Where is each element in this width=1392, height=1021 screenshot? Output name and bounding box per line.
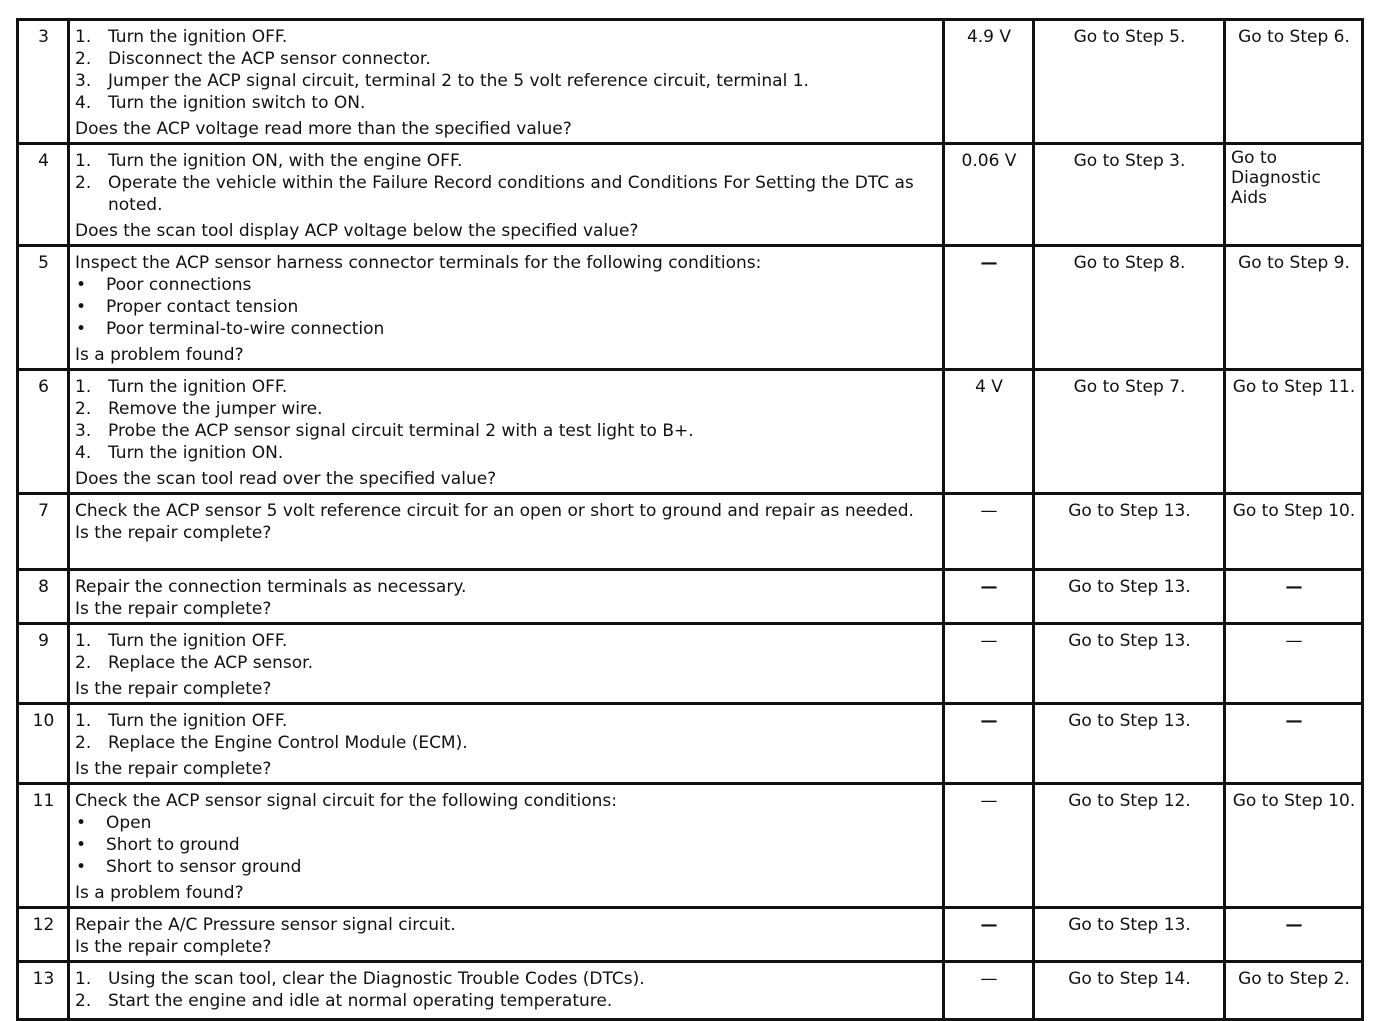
table-row	[18, 704, 1363, 784]
action-cell	[69, 494, 944, 570]
list-item: 4. Turn the ignition ON.	[75, 443, 284, 463]
list-item: • Open	[76, 813, 152, 833]
table-row	[18, 370, 1363, 494]
no-cell: Go to Step 10.	[1225, 494, 1363, 570]
step-number: 8	[18, 570, 69, 624]
no-cell: Go to Step 6.	[1225, 20, 1363, 144]
question-text: Is the repair complete?	[75, 937, 272, 957]
table-row	[18, 624, 1363, 704]
list-item: 3. Probe the ACP sensor signal circuit terminal 2 with a test light to B+.	[75, 421, 694, 441]
yes-cell: Go to Step 5.	[1034, 20, 1225, 144]
list-item: 2. Replace the Engine Control Module (ECM).	[75, 733, 468, 753]
question-text: Does the scan tool display ACP voltage below the specified value?	[75, 221, 639, 241]
yes-cell: Go to Step 7.	[1034, 370, 1225, 494]
step-number: 6	[18, 370, 69, 494]
action-cell	[69, 370, 944, 494]
step-number: 4	[18, 144, 69, 246]
action-cell	[69, 908, 944, 962]
list-item: 2. Start the engine and idle at normal operating temperature.	[75, 991, 613, 1011]
yes-cell: Go to Step 13.	[1034, 494, 1225, 570]
step-number: 11	[18, 784, 69, 908]
action-cell	[69, 624, 944, 704]
condition-list	[75, 812, 938, 878]
table-row	[18, 20, 1363, 144]
yes-cell: Go to Step 13.	[1034, 624, 1225, 704]
list-item: 1. Turn the ignition OFF.	[75, 377, 288, 397]
question-text: Is the repair complete?	[75, 523, 272, 543]
value-cell: —	[944, 962, 1034, 1020]
yes-cell: Go to Step 12.	[1034, 784, 1225, 908]
table-row	[18, 570, 1363, 624]
instruction-text: Repair the A/C Pressure sensor signal circuit.	[75, 915, 456, 935]
action-cell	[69, 704, 944, 784]
list-item: • Poor connections	[76, 275, 252, 295]
yes-cell: Go to Step 3.	[1034, 144, 1225, 246]
action-cell	[69, 784, 944, 908]
question-text: Is a problem found?	[75, 883, 244, 903]
step-number: 7	[18, 494, 69, 570]
list-item: 2. Replace the ACP sensor.	[75, 653, 313, 673]
table-row	[18, 144, 1363, 246]
list-item: • Proper contact tension	[76, 297, 299, 317]
action-steps	[75, 630, 938, 674]
list-item: 3. Jumper the ACP signal circuit, terminal 2 to the 5 volt reference circuit, terminal 1.	[75, 71, 809, 91]
no-cell: —	[1225, 570, 1363, 624]
value-cell: —	[944, 784, 1034, 908]
value-cell: —	[944, 908, 1034, 962]
list-item: 2. Disconnect the ACP sensor connector.	[75, 49, 431, 69]
step-number: 12	[18, 908, 69, 962]
no-cell: —	[1225, 908, 1363, 962]
diagnostic-table	[16, 18, 1364, 1021]
question-text: Is a problem found?	[75, 345, 244, 365]
list-item: • Short to ground	[76, 835, 240, 855]
step-number: 9	[18, 624, 69, 704]
yes-cell: Go to Step 8.	[1034, 246, 1225, 370]
value-cell: —	[944, 624, 1034, 704]
question-text: Does the scan tool read over the specified value?	[75, 469, 497, 489]
value-cell: 4 V	[944, 370, 1034, 494]
action-steps	[75, 710, 938, 754]
instruction-text: Repair the connection terminals as necessary.	[75, 577, 467, 597]
action-cell	[69, 144, 944, 246]
step-number: 3	[18, 20, 69, 144]
table-row	[18, 908, 1363, 962]
no-cell: Go to Diagnostic Aids	[1225, 144, 1363, 246]
value-cell: —	[944, 246, 1034, 370]
no-cell: Go to Step 9.	[1225, 246, 1363, 370]
table-row	[18, 784, 1363, 908]
step-number: 10	[18, 704, 69, 784]
action-steps	[75, 26, 938, 114]
list-item: 1. Turn the ignition ON, with the engine OFF.	[75, 151, 463, 171]
value-cell: 0.06 V	[944, 144, 1034, 246]
action-cell	[69, 962, 944, 1020]
list-item: 1. Turn the ignition OFF.	[75, 631, 288, 651]
list-item: 2. Operate the vehicle within the Failure Record conditions and Conditions For Setting the DTC as noted.	[75, 173, 914, 215]
yes-cell: Go to Step 13.	[1034, 704, 1225, 784]
question-text: Is the repair complete?	[75, 759, 272, 779]
action-cell	[69, 20, 944, 144]
yes-cell: Go to Step 14.	[1034, 962, 1225, 1020]
no-cell: —	[1225, 704, 1363, 784]
instruction-text: Inspect the ACP sensor harness connector terminals for the following conditions:	[75, 253, 762, 273]
list-item: • Poor terminal-to-wire connection	[76, 319, 385, 339]
list-item: 2. Remove the jumper wire.	[75, 399, 323, 419]
list-item: 4. Turn the ignition switch to ON.	[75, 93, 366, 113]
no-cell: Go to Step 2.	[1225, 962, 1363, 1020]
instruction-text: Check the ACP sensor signal circuit for the following conditions:	[75, 791, 617, 811]
value-cell: —	[944, 704, 1034, 784]
question-text: Is the repair complete?	[75, 599, 272, 619]
question-text: Does the ACP voltage read more than the specified value?	[75, 119, 572, 139]
list-item: 1. Turn the ignition OFF.	[75, 27, 288, 47]
no-cell: Go to Step 11.	[1225, 370, 1363, 494]
action-steps	[75, 150, 938, 216]
action-cell	[69, 246, 944, 370]
condition-list	[75, 274, 938, 340]
table-row	[18, 246, 1363, 370]
table-row	[18, 962, 1363, 1020]
no-cell: Go to Step 10.	[1225, 784, 1363, 908]
list-item: 1. Turn the ignition OFF.	[75, 711, 288, 731]
yes-cell: Go to Step 13.	[1034, 908, 1225, 962]
value-cell: —	[944, 570, 1034, 624]
value-cell: —	[944, 494, 1034, 570]
step-number: 13	[18, 962, 69, 1020]
table-row	[18, 494, 1363, 570]
list-item: • Short to sensor ground	[76, 857, 302, 877]
instruction-text: Check the ACP sensor 5 volt reference circuit for an open or short to ground and repair as needed.	[75, 501, 914, 521]
step-number: 5	[18, 246, 69, 370]
no-cell: —	[1225, 624, 1363, 704]
list-item: 1. Using the scan tool, clear the Diagnostic Trouble Codes (DTCs).	[75, 969, 645, 989]
action-cell	[69, 570, 944, 624]
action-steps	[75, 376, 938, 464]
action-steps	[75, 968, 938, 1012]
yes-cell: Go to Step 13.	[1034, 570, 1225, 624]
question-text: Is the repair complete?	[75, 679, 272, 699]
value-cell: 4.9 V	[944, 20, 1034, 144]
